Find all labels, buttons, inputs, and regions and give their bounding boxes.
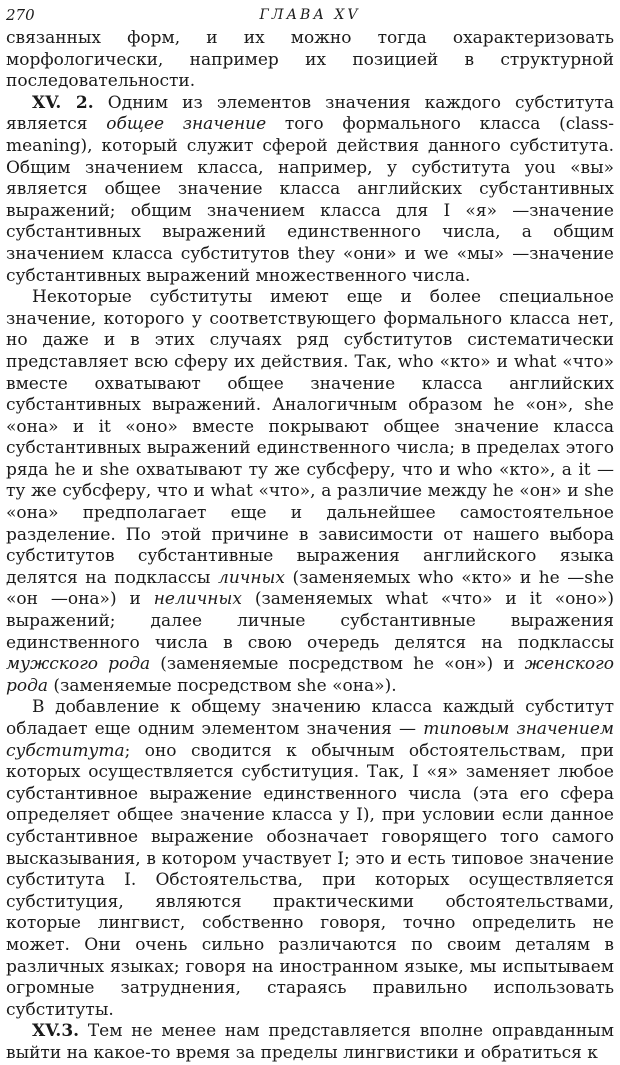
- paragraph: [6, 28, 614, 93]
- text-run: ; оно сводится к обычным обстоятельствам, при которых осуществляется субституция. Так, I «я» заменяет любое субстантивное выражение единственного числа (эта его сфера определяет общее значение класса у I), при условии если данное субстантивное выражение обозначает говорящего того самого высказывания, в котором участвует I; это и есть типовое значение субститута I. Обстоятельства, при которых осуществляется субституция, являются практическими обстоятельствами, которые лингвист, собственно говоря, точно определить не может. Они очень сильно различаются по своим деталям в различных языках; говоря на иностранном языке, мы испытываем огромные затруднения, стараясь правильно использовать субституты.: [6, 740, 614, 1020]
- chapter-title: ГЛАВА XV: [259, 7, 361, 23]
- text-run: связанных форм, и их можно тогда охарактеризовать морфологически, например их позицией в структурной последовательности.: [6, 28, 614, 92]
- text-run: (заменяемых what «что» и it «оно») выражений; далее личные субстантивные выражения единственного числа в свою очередь делятся на подклассы: [6, 589, 614, 653]
- text-run: (заменяемые посредством she «она»).: [48, 675, 397, 696]
- text-run: (заменяемых who «кто» и he —she «он —она») и: [6, 567, 615, 610]
- running-head: [6, 2, 614, 28]
- paragraph: [6, 287, 614, 697]
- text-run: Тем не менее нам представляется вполне оправданным выйти на какое-то время за пределы лингвистики и обратиться к: [6, 1021, 614, 1063]
- section-number: XV.3.: [32, 1021, 80, 1042]
- text-run: того формального класса (class-meaning), который служит сферой действия данного субститута. Общим значением класса, например, у субститута you «вы» является общее значение класса английских субстантивных выражений; общим значением класса для I «я» —значение субстантивных выражений единственного числа, а общим значением класса субститутов they «они» и we «мы» —значение субстантивных выражений множественного числа.: [6, 114, 614, 286]
- emphasis-term: личных: [218, 567, 285, 588]
- emphasis-term: мужского рода: [6, 654, 151, 675]
- emphasis-term: женского рода: [6, 654, 614, 696]
- page-number: 270: [6, 6, 35, 24]
- text-run: (заменяемые посредством he «он») и: [150, 654, 525, 675]
- paragraph: [6, 93, 614, 287]
- text-run: В добавление к общему значению класса каждый субститут обладает еще одним элементом значения —: [6, 697, 614, 739]
- body-text: [6, 28, 614, 1065]
- text-run: Некоторые субституты имеют еще и более специальное значение, которого у соответствующего формального класса нет, но даже и в этих случаях ряд субститутов систематически представляет всю сферу их действия. Так, who «кто» и what «что» вместе охватывают общее значение класса английских субстантивных выражений. Аналогичным образом he «он», she «она» и it «оно» вместе покрывают общее значение класса субстантивных выражений единственного числа; в пределах этого ряда he и she охватывают ту же субсферу, что и who «кто», а it —ту же субсферу, что и what «что», а различие между he «он» и she «она» предполагает еще и дальнейшее самостоятельное разделение. По этой причине в зависимости от нашего выбора субститутов субстантивные выражения английского языка делятся на подклассы: [6, 287, 614, 588]
- emphasis-term: неличных: [153, 589, 242, 610]
- section-number: XV. 2.: [32, 92, 94, 113]
- text-run: Одним из элементов значения каждого субститута является: [6, 92, 614, 135]
- emphasis-term: типовым значением субститута: [6, 719, 614, 761]
- paragraph: [6, 1021, 614, 1064]
- emphasis-term: общее значение: [106, 114, 267, 135]
